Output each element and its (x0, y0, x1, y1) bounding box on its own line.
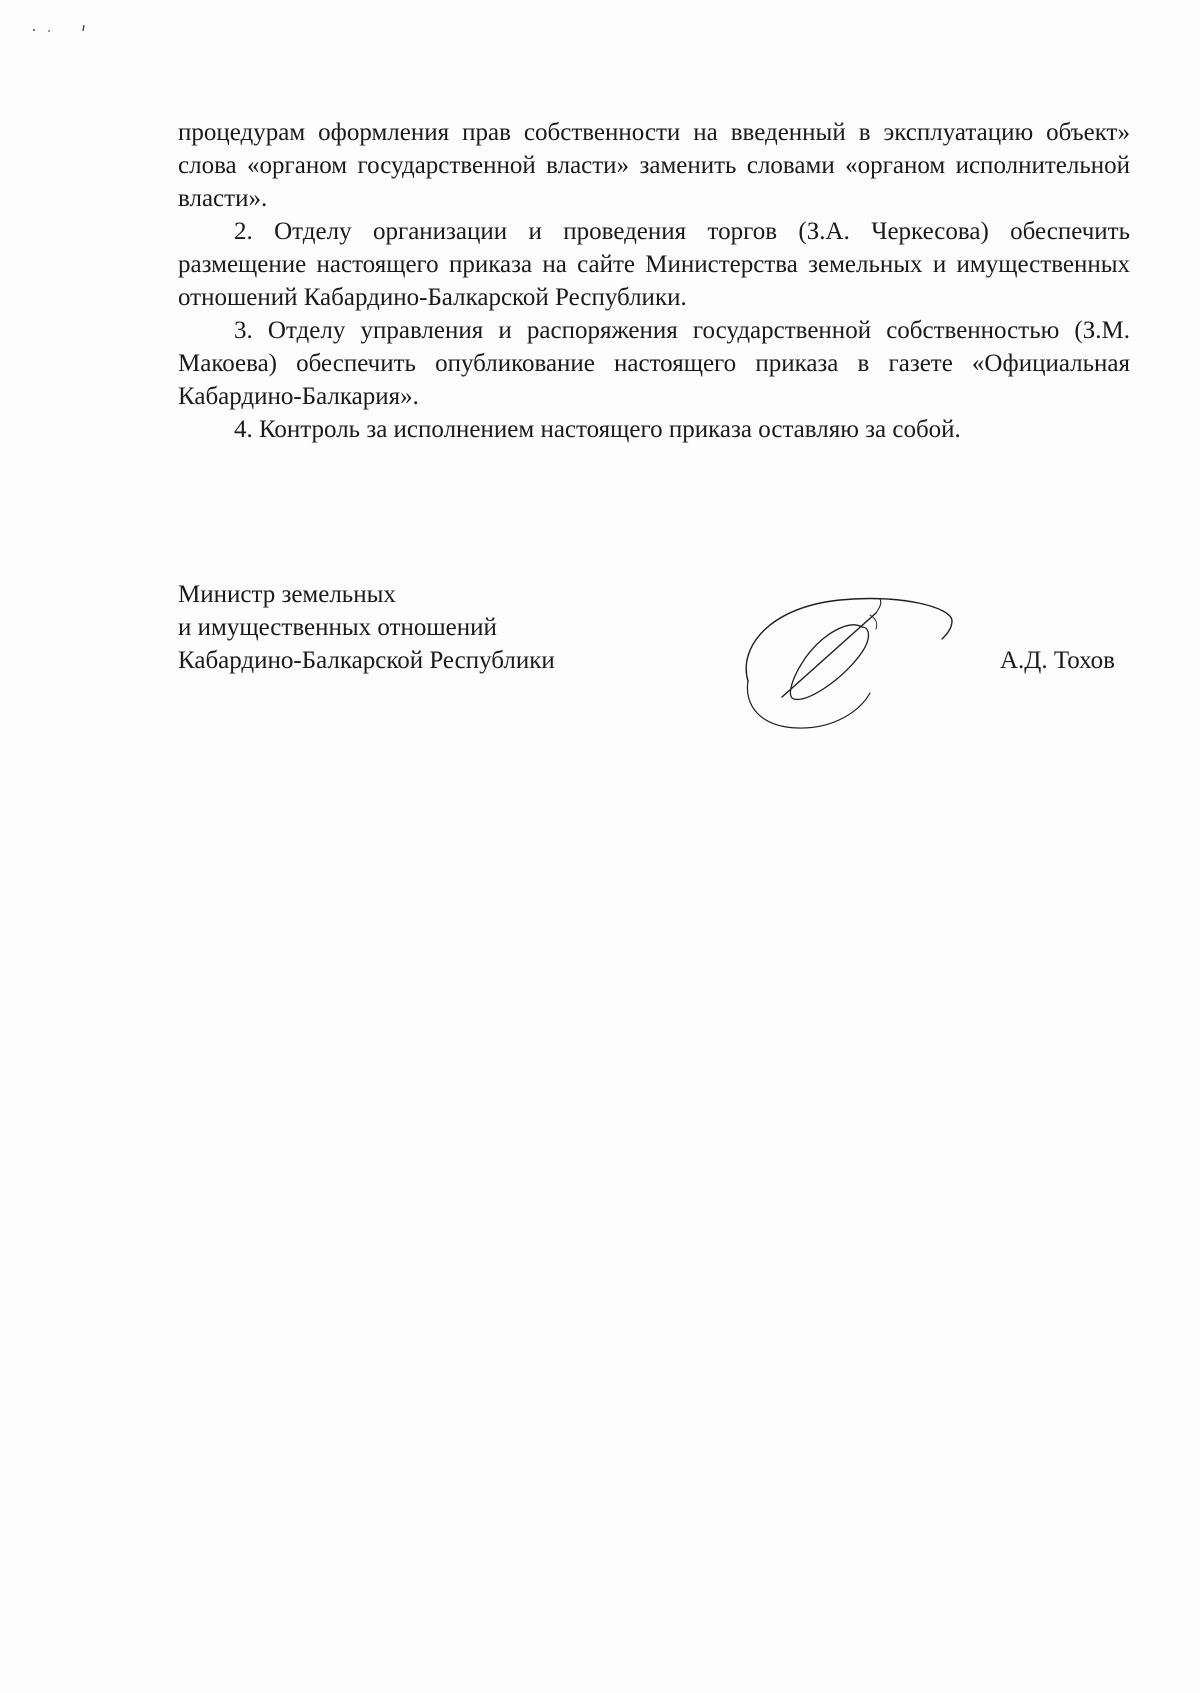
signatory-title (178, 578, 555, 677)
scan-specks (30, 18, 100, 38)
paragraph-continuation: процедурам оформления прав собственности на введенный в эксплуатацию объект» слова «органом государственной власти» заменить словами «органом исполнительной власти». (178, 119, 1130, 212)
handwritten-signature (730, 585, 960, 735)
signatory-title-line-3: Кабардино-Балкарской Республики (178, 647, 555, 674)
signatory-title-line-1: Министр земельных (178, 581, 396, 608)
signatory-name: А.Д. Тохов (1000, 647, 1115, 674)
paragraph-item-4: 4. Контроль за исполнением настоящего приказа оставляю за собой. (234, 416, 961, 443)
document-body (178, 116, 1130, 446)
paragraph-item-3: 3. Отделу управления и распоряжения государственной собственностью (З.М. Макоева) обеспечить опубликование настоящего приказа в газете «Официальная Кабардино-Балкария». (178, 317, 1130, 410)
paragraph-item-2: 2. Отделу организации и проведения торгов (З.А. Черкесова) обеспечить размещение настоящего приказа на сайте Министерства земельных и имущественных отношений Кабардино-Балкарской Республики. (178, 218, 1130, 311)
signatory-title-line-2: и имущественных отношений (178, 614, 497, 641)
